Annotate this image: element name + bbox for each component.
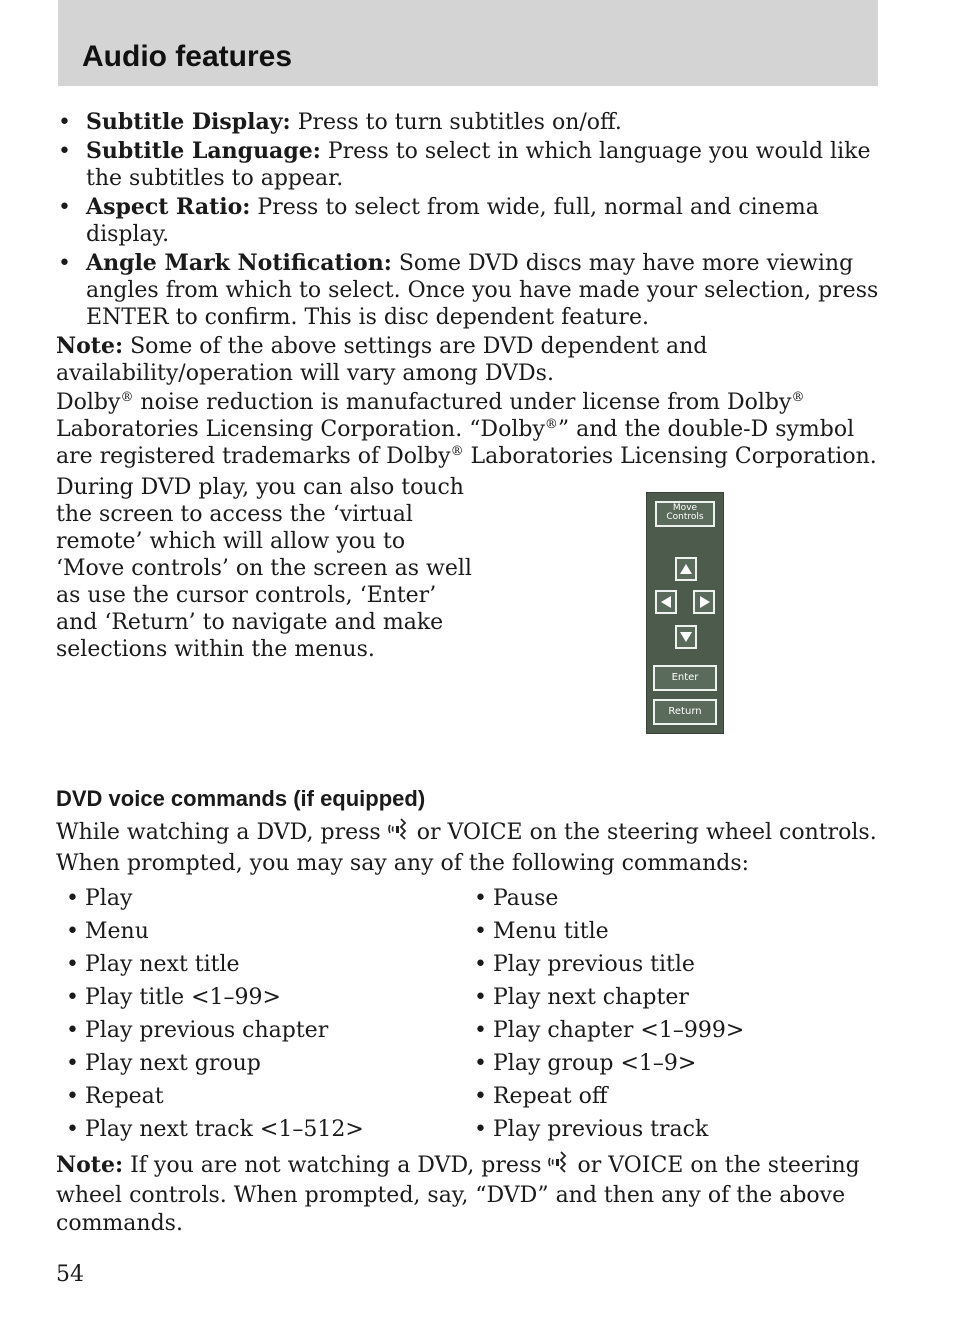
bullet-text: Press to select in which language you would like the subtitles to appear. — [86, 139, 871, 191]
page-header — [58, 0, 878, 86]
cursor-right-button — [693, 590, 715, 614]
list-item: • Pause — [474, 886, 559, 911]
list-item: • Repeat — [66, 1084, 164, 1109]
bullet-angle-mark: • Angle Mark Notification: Some DVD discs may have more viewing angles from which to select. Once you have made your selection, press ENTER to confirm. This is disc dependent feature. — [58, 250, 879, 330]
bullet-aspect-ratio: • Aspect Ratio: Press to select from wide, full, normal and cinema display. — [58, 194, 819, 247]
arrow-down-icon — [680, 632, 692, 642]
virtual-remote-paragraph: During DVD play, you can also touch the screen to access the ‘virtual remote’ which will allow you to ‘Move controls’ on the screen as well as use the cursor controls, ‘Enter’ and ‘Return’ to navigate and make selections within the menus. — [56, 475, 472, 662]
bullet-term: Subtitle Display: — [86, 109, 291, 135]
list-item: • Play title <1–99> — [66, 985, 281, 1010]
enter-button: Enter — [653, 665, 717, 691]
list-item: • Play group <1–9> — [474, 1051, 697, 1076]
bullet-subtitle-language: • Subtitle Language: Press to select in which language you would like the subtitles to appear. — [58, 138, 871, 191]
list-item: • Play chapter <1–999> — [474, 1018, 745, 1043]
voice-button-icon — [387, 817, 411, 849]
list-item: • Play next track <1–512> — [66, 1117, 364, 1142]
bullet-term: Angle Mark Notification: — [86, 250, 392, 276]
bullet-subtitle-display: • Subtitle Display: Press to turn subtitles on/off. — [58, 109, 622, 135]
list-item: • Play next title — [66, 952, 240, 977]
list-item: • Play — [66, 886, 133, 911]
page-number: 54 — [56, 1262, 84, 1287]
cursor-up-button — [675, 557, 697, 581]
bullet-term: Subtitle Language: — [86, 138, 321, 164]
note-label: Note: — [56, 1152, 124, 1178]
bullet-term: Aspect Ratio: — [86, 194, 251, 220]
move-controls-button: Move Controls — [655, 501, 715, 527]
bullet-text: Press to turn subtitles on/off. — [297, 110, 622, 135]
list-item: • Play previous track — [474, 1117, 709, 1142]
dolby-paragraph: Dolby® noise reduction is manufactured under license from Dolby® Laboratories Licensing Corporation. “Dolby®” and the double-D symbol are registered trademarks of Dolby® Laboratories Licensing Corporation. — [56, 390, 877, 469]
list-item: • Repeat off — [474, 1084, 608, 1109]
virtual-remote-image — [646, 492, 724, 734]
list-item: • Menu — [66, 919, 149, 944]
voice-button-icon — [547, 1150, 571, 1182]
cursor-down-button — [675, 625, 697, 649]
note-settings — [56, 333, 886, 387]
bullet-text: Some DVD discs may have more viewing angles from which to select. Once you have made your selection, press ENTER to confirm. This is disc dependent feature. — [86, 251, 879, 330]
page-title: Audio features — [82, 40, 293, 73]
cursor-left-button — [655, 590, 677, 614]
list-item: • Menu title — [474, 919, 609, 944]
list-item: • Play previous title — [474, 952, 695, 977]
arrow-up-icon — [680, 564, 692, 574]
list-item: • Play next chapter — [474, 985, 689, 1010]
arrow-right-icon — [700, 596, 710, 608]
main-content — [56, 109, 886, 665]
voice-section-title: DVD voice commands (if equipped) — [56, 786, 426, 811]
note-not-watching: Note: If you are not watching a DVD, press or VOICE on the steering wheel controls. When prompted, say, “DVD” and then any of the above commands. — [56, 1152, 860, 1236]
list-item: • Play next group — [66, 1051, 261, 1076]
return-button: Return — [653, 699, 717, 725]
note-text: Some of the above settings are DVD dependent and availability/operation will vary among DVDs. — [56, 334, 708, 386]
voice-intro: While watching a DVD, press or VOICE on the steering wheel controls. When prompted, you may say any of the following commands: — [56, 817, 886, 878]
bullet-text: Press to select from wide, full, normal and cinema display. — [86, 195, 819, 247]
note-label: Note: — [56, 333, 124, 359]
arrow-left-icon — [661, 596, 671, 608]
list-item: • Play previous chapter — [66, 1018, 329, 1043]
